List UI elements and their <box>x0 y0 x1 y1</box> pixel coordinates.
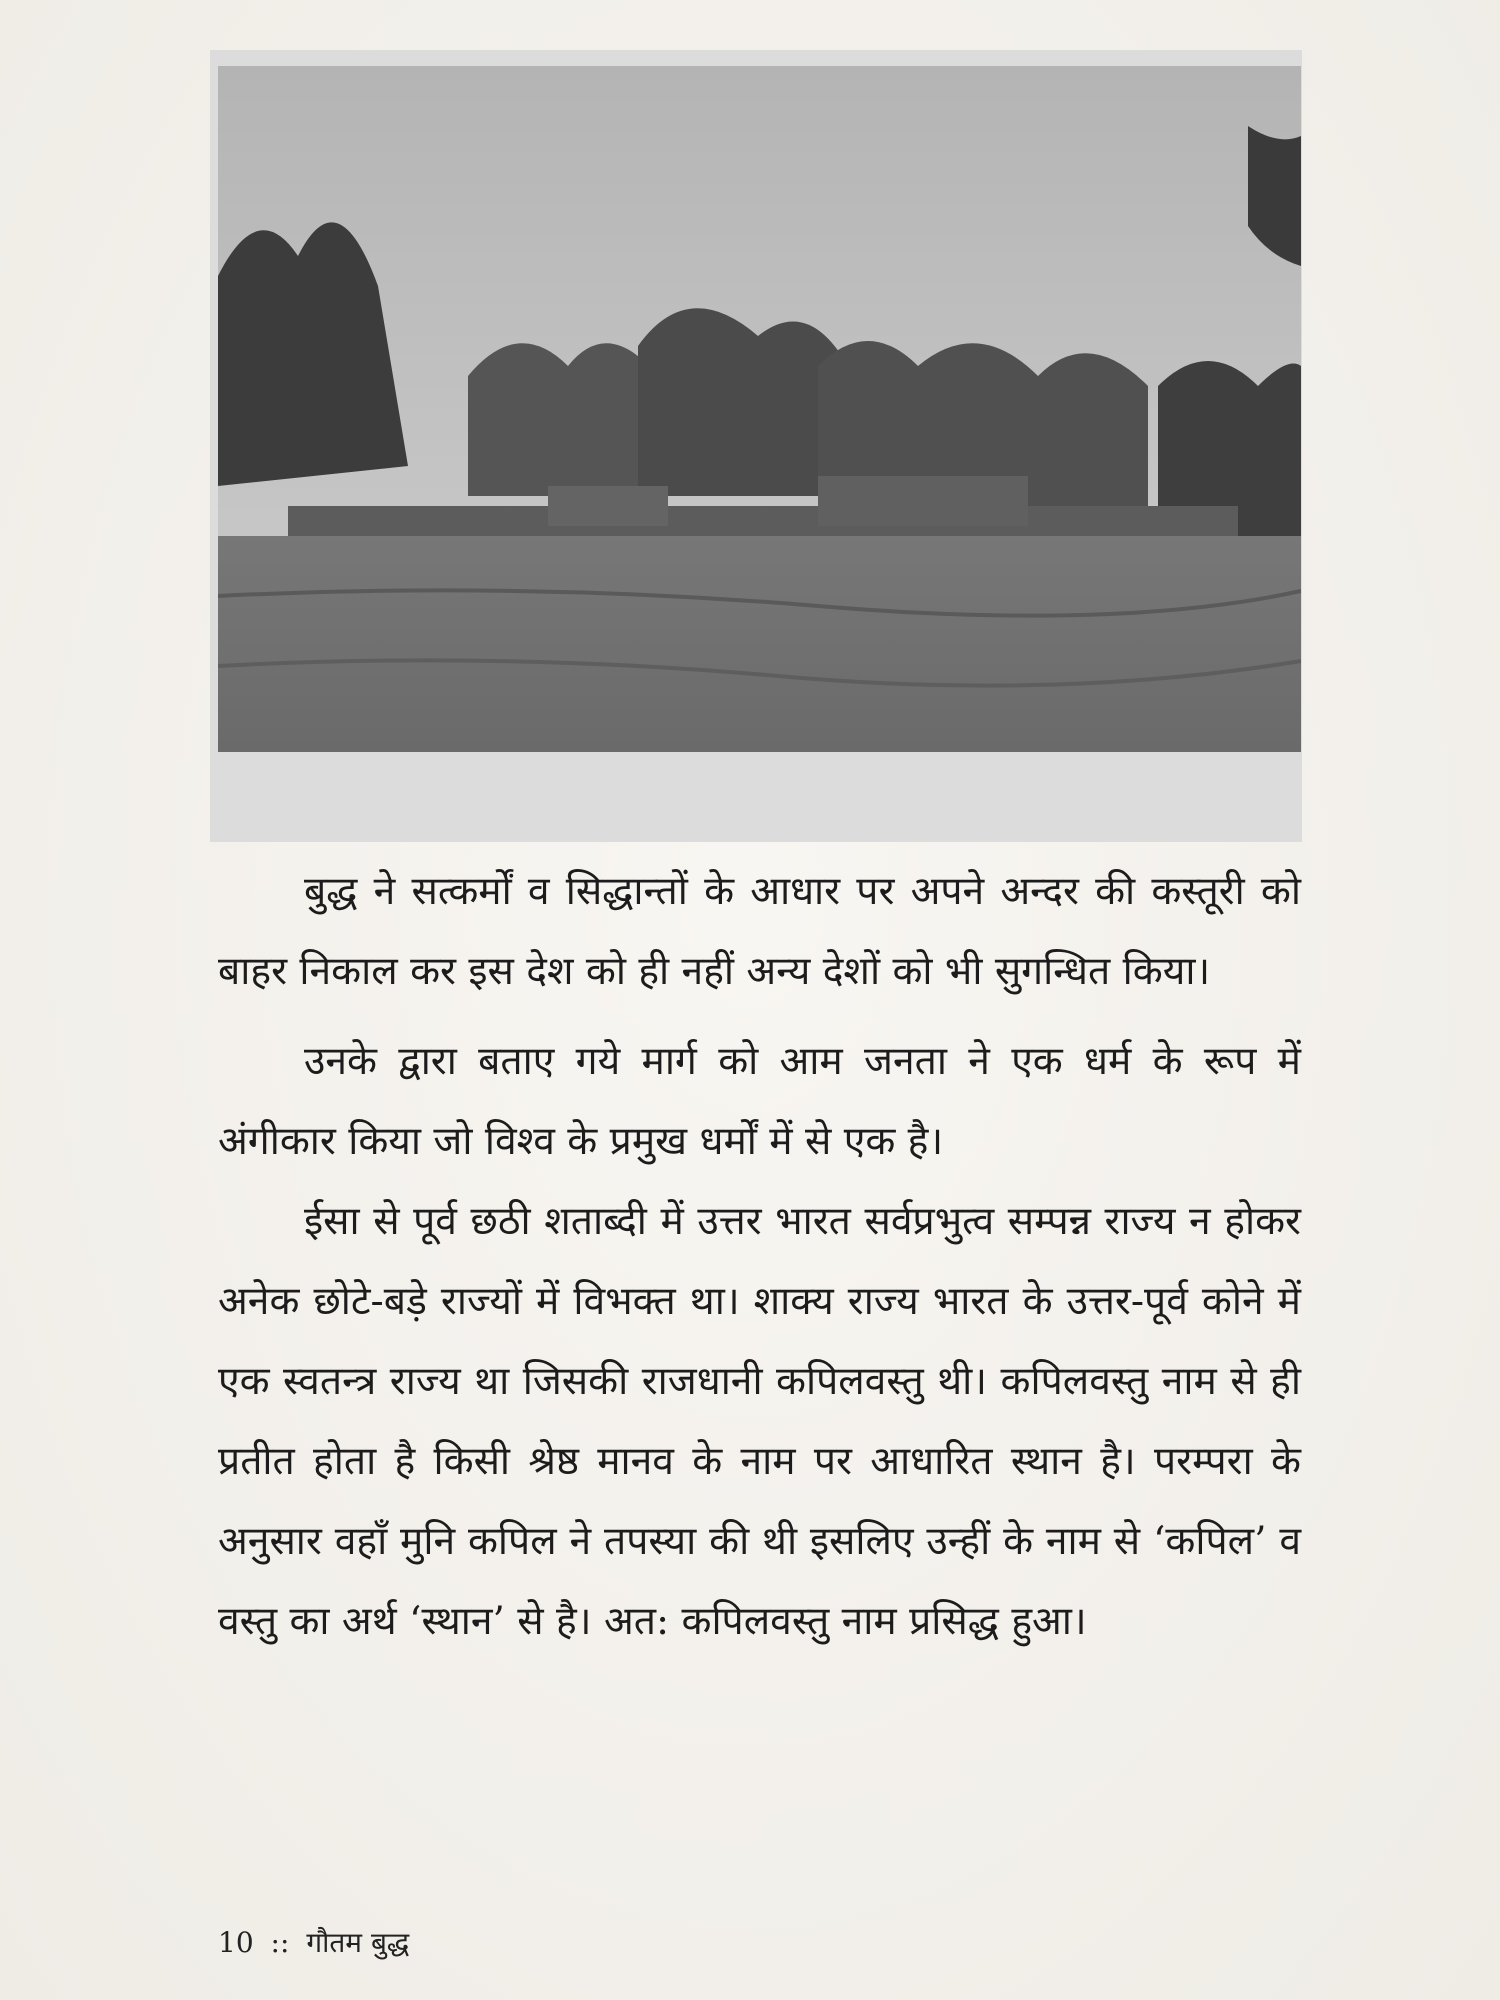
landscape-photo-icon <box>218 66 1301 752</box>
footer-separator: :: <box>270 1926 290 1959</box>
main-text <box>218 852 1301 1672</box>
grass-field <box>218 536 1301 752</box>
ruin-structure-right <box>818 476 1028 526</box>
paragraph-2: उनके द्वारा बताए गये मार्ग को आम जनता ने एक धर्म के रूप में अंगीकार किया जो विश्व के प्रमुख धर्मों में से एक है। <box>218 1039 1301 1164</box>
book-title: गौतम बुद्ध <box>306 1926 410 1959</box>
paragraph-3: ईसा से पूर्व छठी शताब्दी में उत्तर भारत सर्वप्रभुत्व सम्पन्न राज्य न होकर अनेक छोटे-बड़े राज्यों में विभक्त था। शाक्य राज्य भारत के उत्तर-पूर्व कोने में एक स्वतन्त्र राज्य था जिसकी राजधानी कपिलवस्तु थी। कपिलवस्तु नाम से ही प्रतीत होता है किसी श्रेष्ठ मानव के नाम पर आधारित स्थान है। परम्परा के अनुसार वहाँ मुनि कपिल ने तपस्या की थी इसलिए उन्हीं के नाम से ‘कपिल’ व वस्तु का अर्थ ‘स्थान’ से है। अत: कपिलवस्तु नाम प्रसिद्ध हुआ। <box>218 1199 1301 1644</box>
paragraph-1: बुद्ध ने सत्कर्मों व सिद्धान्तों के आधार पर अपने अन्दर की कस्तूरी को बाहर निकाल कर इस देश को ही नहीं अन्य देशों को भी सुगन्धित किया। <box>218 869 1301 994</box>
page-footer <box>218 1925 409 1961</box>
tree-mid <box>638 308 848 496</box>
page-number: 10 <box>218 1926 254 1959</box>
tree-mid-left <box>468 343 658 496</box>
landscape-photo <box>218 66 1301 752</box>
ruin-structure <box>548 486 668 526</box>
